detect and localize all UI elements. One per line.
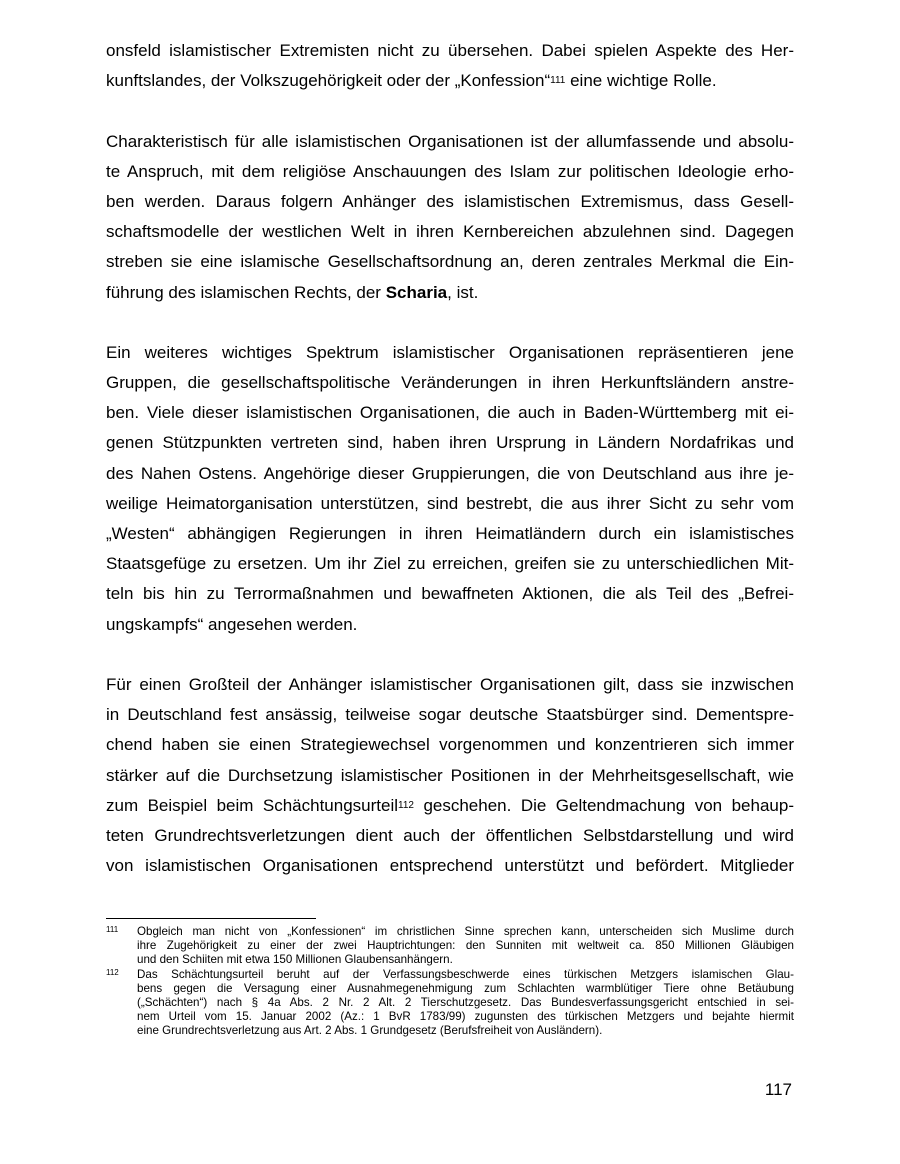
- paragraph-3: [106, 338, 794, 640]
- footnote-reference[interactable]: 112: [398, 799, 414, 811]
- text-line: Staatsgefüge zu ersetzen. Um ihr Ziel zu erreichen, greifen sie zu unterschiedlichen Mit-: [106, 554, 794, 574]
- text-line: von islamistischen Organisationen entsprechend unterstützt und befördert. Mitglieder: [106, 856, 794, 876]
- footnote-line: ihre Zugehörigkeit zu einer der zwei Hauptrichtungen: den Sunniten mit weltweit ca. 850 Millionen Gläubigen: [137, 939, 794, 953]
- footnote-line: und den Schiiten mit etwa 150 Millionen Glaubensanhängern.: [137, 953, 453, 967]
- paragraph-gap: [106, 96, 794, 126]
- text-line: chend haben sie einen Strategiewechsel vorgenommen und konzentrieren sich immer: [106, 735, 794, 755]
- text-line: in Deutschland fest ansässig, teilweise sogar deutsche Staatsbürger sind. Dementspre-: [106, 705, 794, 725]
- text-line: „Westen“ abhängigen Regierungen in ihren Heimatländern durch ein islamistisches: [106, 524, 794, 543]
- footnote-separator: [106, 918, 316, 919]
- footnote-reference[interactable]: 111: [550, 75, 566, 87]
- text-fragment: kunftslandes, der Volkszugehörigkeit oder der „Konfession“: [106, 71, 551, 91]
- footnote-111: [106, 925, 794, 968]
- text-line: streben sie eine islamische Gesellschaftsordnung an, deren zentrales Merkmal die Ein-: [106, 252, 794, 272]
- text-fragment: führung des islamischen Rechts, der: [106, 282, 386, 302]
- text-fragment: zum Beispiel beim Schächtungsurteil: [106, 795, 399, 815]
- text-line: genen Stützpunkten vertreten sind, haben ihren Ursprung in Ländern Nordafrikas und: [106, 433, 794, 453]
- footnote-line: nem Urteil vom 15. Januar 2002 (Az.: 1 BvR 1783/99) zugunsten des türkischen Metzgers und bejahte hiermit: [137, 1010, 794, 1024]
- paragraph-2: [106, 127, 794, 308]
- footnote-line: bens gegen die Versagung einer Ausnahmegenehmigung zum Schlachten warmblütiger Tiere ohne Betäubung: [137, 981, 794, 995]
- document-body: [106, 36, 794, 881]
- text-line: Ein weiteres wichtiges Spektrum islamistischer Organisationen repräsentieren jene: [106, 342, 794, 362]
- footnote-number: 112: [106, 967, 119, 977]
- text-line: weilige Heimatorganisation unterstützen, sind bestrebt, die aus ihrer Sicht zu sehr vom: [106, 493, 794, 513]
- text-line: [106, 791, 794, 821]
- text-line: teten Grundrechtsverletzungen dient auch der öffentlichen Selbstdarstellung und wird: [106, 825, 794, 845]
- paragraph-4: [106, 670, 794, 881]
- text-line: teln bis hin zu Terrormaßnahmen und bewaffneten Aktionen, die als Teil des „Befrei-: [106, 584, 794, 604]
- text-line: Gruppen, die gesellschaftspolitische Veränderungen in ihren Herkunftsländern anstre-: [106, 373, 794, 393]
- footnote-line: („Schächten“) nach § 4a Abs. 2 Nr. 2 Alt. 2 Tierschutzgesetz. Das Bundesverfassungsgericht entschied in sei-: [137, 996, 794, 1010]
- text-line: Für einen Großteil der Anhänger islamistischer Organisationen gilt, dass sie inzwischen: [106, 674, 794, 694]
- text-line: te Anspruch, mit dem religiöse Anschauungen des Islam zur politischen Ideologie erho-: [106, 161, 794, 181]
- footnote-112: [106, 968, 794, 1039]
- footnote-line: eine Grundrechtsverletzung aus Art. 2 Abs. 1 Grundgesetz (Berufsfreiheit von Ausländern).: [137, 1024, 603, 1038]
- text-line: ben. Viele dieser islamistischen Organisationen, die auch in Baden-Württemberg mit ei-: [106, 403, 794, 423]
- footnotes: [106, 925, 794, 1039]
- text-line: des Nahen Ostens. Angehörige dieser Gruppierungen, die von Deutschland aus ihre je-: [106, 463, 794, 483]
- paragraph-gap: [106, 640, 794, 670]
- page-number: 117: [764, 1080, 792, 1099]
- paragraph-1: [106, 36, 794, 96]
- text-line: ben werden. Daraus folgern Anhänger des islamistischen Extremismus, dass Gesell-: [106, 191, 794, 211]
- text-line: [106, 66, 794, 96]
- paragraph-gap: [106, 308, 794, 338]
- text-line: stärker auf die Durchsetzung islamistischer Positionen in der Mehrheitsgesellschaft, wie: [106, 765, 794, 785]
- text-line: [106, 278, 794, 308]
- text-fragment: geschehen. Die Geltendmachung von behaup-: [413, 795, 794, 815]
- footnote-number: 111: [106, 925, 119, 934]
- footnote-line: Das Schächtungsurteil beruht auf der Verfassungsbeschwerde eines türkischen Metzgers islamischen Glau-: [137, 967, 794, 981]
- text-line: onsfeld islamistischer Extremisten nicht zu übersehen. Dabei spielen Aspekte des Her-: [106, 41, 794, 60]
- bold-term: Scharia: [385, 282, 448, 302]
- text-line: Charakteristisch für alle islamistischen Organisationen ist der allumfassende und absolu-: [106, 131, 794, 151]
- footnote-line: Obgleich man nicht von „Konfessionen“ im christlichen Sinne sprechen kann, unterscheiden sich Muslime durch: [137, 925, 794, 938]
- text-line: ungskampfs“ angesehen werden.: [106, 614, 358, 634]
- text-fragment: eine wichtige Rolle.: [565, 71, 717, 91]
- text-line: schaftsmodelle der westlichen Welt in ihren Kernbereichen abzulehnen sind. Dagegen: [106, 222, 794, 242]
- text-fragment: , ist.: [447, 282, 479, 302]
